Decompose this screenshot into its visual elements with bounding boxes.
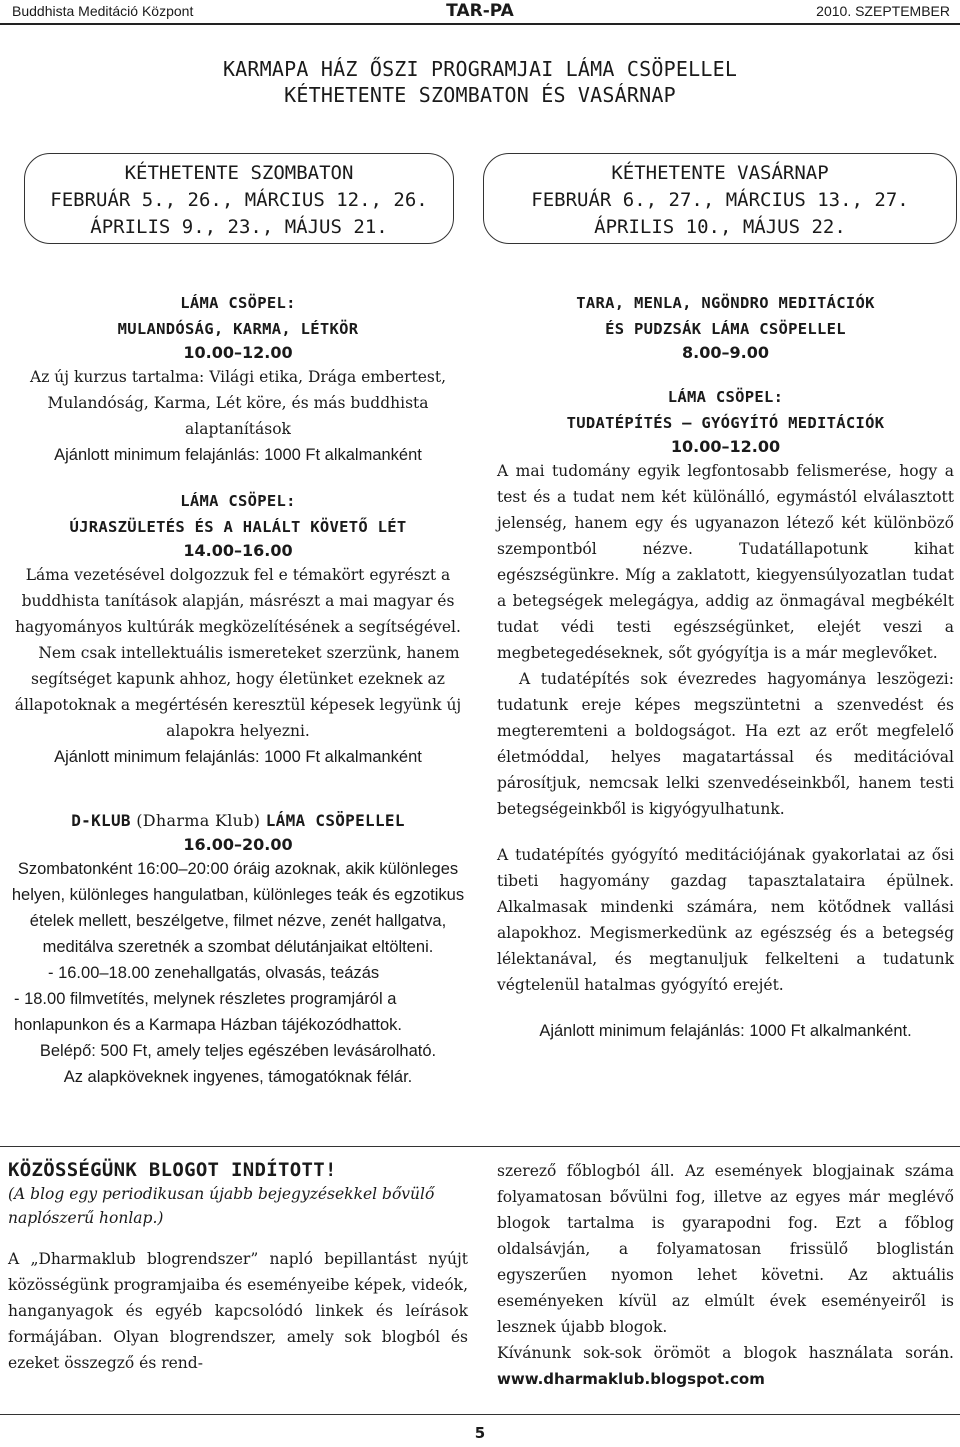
sunday-line-3: ÁPRILIS 10., MÁJUS 22. (594, 216, 846, 238)
page-title (0, 56, 960, 108)
sunday-line-1: KÉTHETENTE VASÁRNAP (611, 162, 829, 184)
sunday-line-2: FEBRUÁR 6., 27., MÁRCIUS 13., 27. (531, 189, 909, 211)
entry-price: Belépő: 500 Ft, amely teljes egészében levásárolható. (39, 1042, 437, 1060)
blog-announcement-left (8, 1158, 468, 1376)
section-body: Nem csak intellektuális ismereteket szerzünk, hanem segítséget kapunk ahhoz, hogy életünket ezeknek az állapotoknak a megértésén keresztül képesek legyünk új alapokra helyezni. (14, 644, 462, 740)
schedule-item: - 16.00–18.00 zenehallgatás, olvasás, teázás (48, 964, 380, 982)
blog-closing (497, 1340, 954, 1392)
sunday-column (497, 290, 954, 1044)
section-heading: ÉS PUDZSÁK LÁMA CSÖPELLEL (605, 320, 846, 338)
dklub-host: LÁMA CSÖPELLEL (265, 811, 405, 830)
section-heading: LÁMA CSÖPEL: (180, 294, 296, 312)
title-line-1: KARMAPA HÁZ ŐSZI PROGRAMJAI LÁMA CSÖPELLEL (222, 57, 738, 81)
dklub-subtitle: (Dharma Klub) (130, 811, 266, 830)
section-body: A mai tudomány egyik legfontosabb felismerése, hogy a test és a tudat nem két különálló, egymástól elválasztott jelenség, hanem egy és ugyanazon létező két különböző szempontból nézve. Tudatállapotunk kihat egészségünkre. Míg a zaklatott, kiegyensúlyozatlan tudat a betegségek melegágya, addig az önmagával megbékélt tudat védi testi egészségünket, elejét veszi a megbetegedéseknek, sőt gyógyítja is a már meglevőket. (497, 462, 954, 662)
blog-closing-text: Kívánunk sok-sok örömöt a blogok használata során. (497, 1344, 954, 1362)
header-publication: TAR-PA (446, 1, 514, 21)
blog-url-link[interactable]: www.dharmaklub.blogspot.com (497, 1370, 765, 1388)
section-heading: MULANDÓSÁG, KARMA, LÉTKÖR (117, 320, 359, 338)
sunday-dates-box (483, 153, 957, 244)
footer-divider (0, 1414, 960, 1415)
dklub-label: D-KLUB (71, 811, 131, 830)
section-heading: TARA, MENLA, NGÖNDRO MEDITÁCIÓK (576, 294, 875, 312)
section-heading: TUDATÉPÍTÉS – GYÓGYÍTÓ MEDITÁCIÓK (566, 414, 885, 432)
title-line-2: KÉTHETENTE SZOMBATON ÉS VASÁRNAP (284, 83, 676, 107)
session-time: 10.00–12.00 (183, 343, 293, 362)
saturday-line-2: FEBRUÁR 5., 26., MÁRCIUS 12., 26. (50, 189, 428, 211)
header-org: Buddhista Meditáció Központ (12, 3, 194, 19)
offering-note: Ajánlott minimum felajánlás: 1000 Ft alkalmanként. (539, 1022, 912, 1040)
session-time: 14.00–16.00 (183, 541, 293, 560)
section-body: A tudatépítés sok évezredes hagyománya leszögezi: tudatunk ereje képes megszüntetni a szenvedést és megteremteni a boldogságot. Ha ezt az erőt megfelelő életmóddal, helyes magatartással és meditációval párosítjuk, nemcsak lelki szenvedéseinkből, hanem testi betegségeinkből is kigyógyulhatunk. (497, 670, 954, 818)
section-heading (8, 808, 468, 834)
section-body: A tudatépítés gyógyító meditációjának gyakorlatai az ősi tibeti hagyomány gazdag tapasztalataira épülnek. Alkalmasak mindenki számára, nem kötődnek vallási alapokhoz. Megismerkedünk az egészség és a betegség lélektanával, és megtanuljuk felkelteni a tudatunk végtelenül hatalmas gyógyító erejét. (497, 846, 954, 994)
session-time: 10.00–12.00 (670, 437, 781, 456)
session-time: 8.00–9.00 (682, 343, 769, 362)
section-body: Láma vezetésével dolgozzuk fel e témakört egyrészt a buddhista tanítások alapján, másrészt a mai magyar és hagyományos kultúrák megközelítésének a segítségével. (15, 566, 461, 636)
saturday-column (8, 290, 468, 1090)
section-body: Az új kurzus tartalma: Világi etika, Drága embertest, Mulandóság, Karma, Lét köre, és más buddhista alaptanítások (30, 368, 446, 438)
section-heading: LÁMA CSÖPEL: (667, 388, 784, 406)
saturday-line-3: ÁPRILIS 9., 23., MÁJUS 21. (90, 216, 388, 238)
page-header (0, 0, 960, 25)
saturday-line-1: KÉTHETENTE SZOMBATON (124, 162, 354, 184)
blog-announcement-right (497, 1158, 954, 1392)
session-time: 16.00–20.00 (183, 835, 293, 854)
header-issue: 2010. SZEPTEMBER (816, 3, 950, 19)
blog-text: A „Dharmaklub blogrendszer” napló bepillantást nyújt közösségünk programjaiba és eseményeibe képek, videók, hanganyagok és egyéb kapcsolódó linkek és leírások formájában. Olyan blogrendszer, amely sok blogból és ezeket összegző és rend- (8, 1250, 468, 1372)
offering-note: Ajánlott minimum felajánlás: 1000 Ft alkalmanként (54, 446, 422, 464)
section-divider (0, 1146, 960, 1147)
section-body: Szombatonként 16:00–20:00 óráig azoknak, akik különleges helyen, különleges hangulatban, különleges teák és egzotikus ételek mellett, beszélgetve, filmet nézve, zenét hallgatva, meditálva szeretnék a szombat délutánjaikat eltölteni. (11, 860, 465, 956)
discount-note: Az alapköveknek ingyenes, támogatóknak félár. (63, 1068, 413, 1086)
schedule-item: - 18.00 filmvetítés, melynek részletes programjáról a honlapunkon és a Karmapa Házban tájékozódhattok. (14, 990, 403, 1034)
offering-note: Ajánlott minimum felajánlás: 1000 Ft alkalmanként (54, 748, 422, 766)
blog-text: szerező főblogból áll. Az események blogjainak száma folyamatosan bővülni fog, illetve az egyes már meglévő blogok tartalma is gyarapodni fog. Ezt a főblog oldalsávján, a folyamatosan frissülő bloglistán egyszerűen nyomon lehet követni. Az aktuális eseményeken kívül az elmúlt évek eseményeiről is lesznek újabb blogok. (497, 1162, 954, 1336)
saturday-dates-box (24, 153, 454, 244)
page-number: 5 (474, 1424, 486, 1442)
section-heading: ÚJRASZÜLETÉS ÉS A HALÁLT KÖVETŐ LÉT (69, 518, 407, 536)
blog-title: KÖZÖSSÉGÜNK BLOGOT INDÍTOTT! (8, 1159, 337, 1181)
section-heading: LÁMA CSÖPEL: (180, 492, 296, 510)
blog-subtitle: (A blog egy periodikusan újabb bejegyzésekkel bővülő naplószerű honlap.) (8, 1185, 435, 1227)
